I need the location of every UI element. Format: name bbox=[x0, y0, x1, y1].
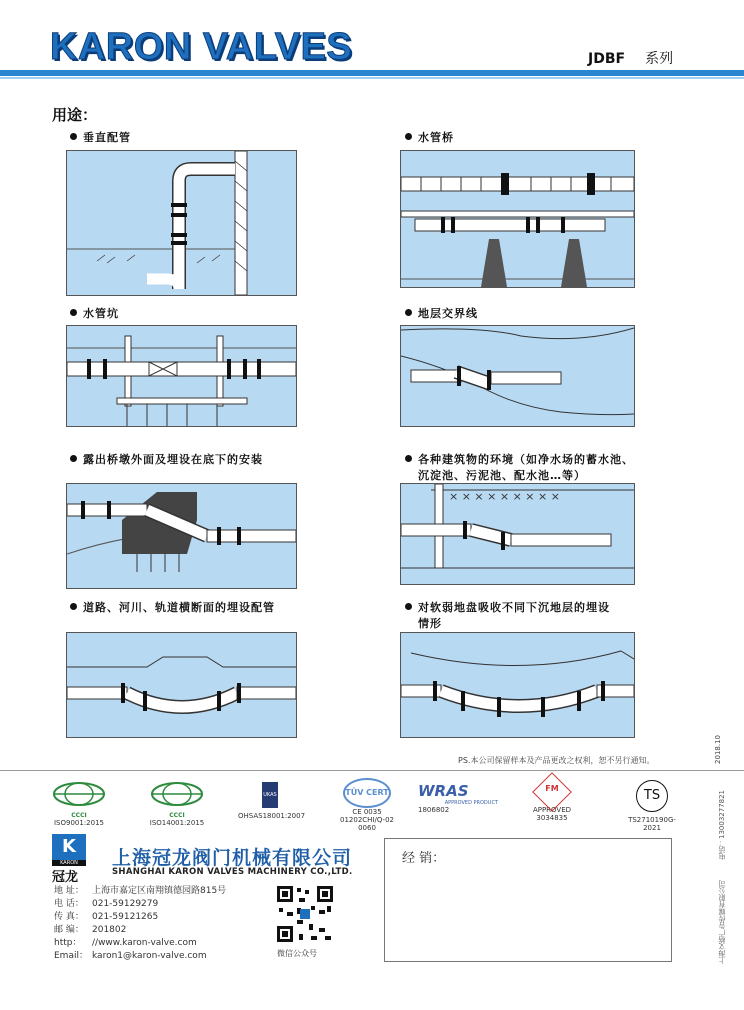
panel-road-crossing bbox=[66, 632, 297, 738]
series-label bbox=[588, 48, 673, 68]
footer-divider bbox=[0, 770, 744, 771]
karon-logo: K KARON 冠龙 bbox=[52, 834, 100, 885]
panel-water-pit bbox=[66, 325, 297, 427]
globe-icon bbox=[51, 780, 107, 810]
cert-wras: WRAS APPROVED PRODUCT 1806802 bbox=[418, 782, 498, 814]
panel-3-caption: 水管坑 bbox=[70, 306, 119, 322]
panel-5-caption: 露出桥墩外面及埋设在底下的安装 bbox=[70, 452, 263, 468]
cert-ohsas: UKAS OHSAS18001:2007 bbox=[238, 780, 302, 820]
panel-vertical-piping bbox=[66, 150, 297, 296]
header-stripe-light bbox=[0, 77, 744, 79]
panel-1-caption: 垂直配管 bbox=[70, 130, 131, 146]
qr-label: 微信公众号 bbox=[277, 949, 317, 958]
web-row[interactable]: http： //www.karon-valve.com bbox=[54, 938, 197, 948]
series-word: 系列 bbox=[645, 51, 674, 67]
cert-fm: FM APPROVED 3034835 bbox=[522, 778, 582, 822]
model-code: JDBF bbox=[588, 51, 626, 67]
company-name-cn: 上海冠龙阀门机械有限公司 bbox=[112, 847, 353, 869]
globe-icon bbox=[149, 780, 205, 810]
panel-7-caption: 道路、河川、轨道横断面的埋设配管 bbox=[70, 600, 275, 616]
panel-water-bridge bbox=[400, 150, 635, 288]
side-phone-text: 电话：13003277821 bbox=[718, 790, 726, 860]
ukas-badge: UKAS bbox=[262, 782, 278, 808]
address-row: 地 址： 上海市嘉定区南翔镇德园路815号 bbox=[54, 886, 227, 896]
email-row[interactable]: Email： karon1@karon-valve.com bbox=[54, 951, 207, 961]
wras-logo: WRAS bbox=[418, 782, 469, 800]
phone-row: 电 话： 021-59129279 bbox=[54, 899, 159, 909]
qr-code-icon[interactable] bbox=[275, 884, 335, 944]
ts-logo: TS bbox=[636, 780, 668, 812]
date-code: 2018.10 bbox=[714, 735, 722, 764]
panel-building-environment bbox=[400, 483, 635, 585]
panel-8-caption: 对软弱地盘吸收不同下沉地层的埋设 情形 bbox=[405, 600, 610, 632]
cert-iso9001: CCCI ISO9001:2015 bbox=[48, 780, 110, 827]
tuv-logo: TÜV CERT bbox=[343, 778, 391, 808]
panel-strata-boundary bbox=[400, 325, 635, 427]
dealer-label: 经 销： bbox=[402, 851, 446, 866]
svg-text:× × × × × × × × ×: × × × × × × × × × bbox=[449, 490, 560, 503]
company-name-en: SHANGHAI KARON VALVES MACHINERY CO.,LTD. bbox=[112, 867, 353, 877]
panel-soft-ground bbox=[400, 632, 635, 738]
usage-title: 用途： bbox=[52, 106, 98, 124]
side-printer-text: 上海文格广告传媒有限公司 bbox=[718, 880, 726, 964]
panel-6-caption: 各种建筑物的环境（如净水场的蓄水池、 沉淀池、污泥池、配水池…等） bbox=[405, 452, 634, 484]
panel-4-caption: 地层交界线 bbox=[405, 306, 478, 322]
zip-row: 邮 编： 201802 bbox=[54, 925, 127, 935]
fax-row: 传 真： 021-59121265 bbox=[54, 912, 159, 922]
fm-logo: FM bbox=[545, 784, 559, 793]
header-stripe bbox=[0, 70, 744, 76]
cert-iso14001: CCCI ISO14001:2015 bbox=[146, 780, 208, 827]
brand-logo-text: KARON VALVES bbox=[50, 26, 353, 68]
panel-bridge-pier bbox=[66, 483, 297, 589]
cert-tuv: TÜV CERT CE 0035 01202CHI/Q-02 0060 bbox=[330, 778, 404, 832]
cert-ts: TS TS2710190G-2021 bbox=[620, 780, 684, 832]
notice-text: PS.本公司保留样本及产品更改之权利，恕不另行通知。 bbox=[458, 756, 655, 765]
contact-info bbox=[54, 885, 226, 963]
panel-2-caption: 水管桥 bbox=[405, 130, 454, 146]
